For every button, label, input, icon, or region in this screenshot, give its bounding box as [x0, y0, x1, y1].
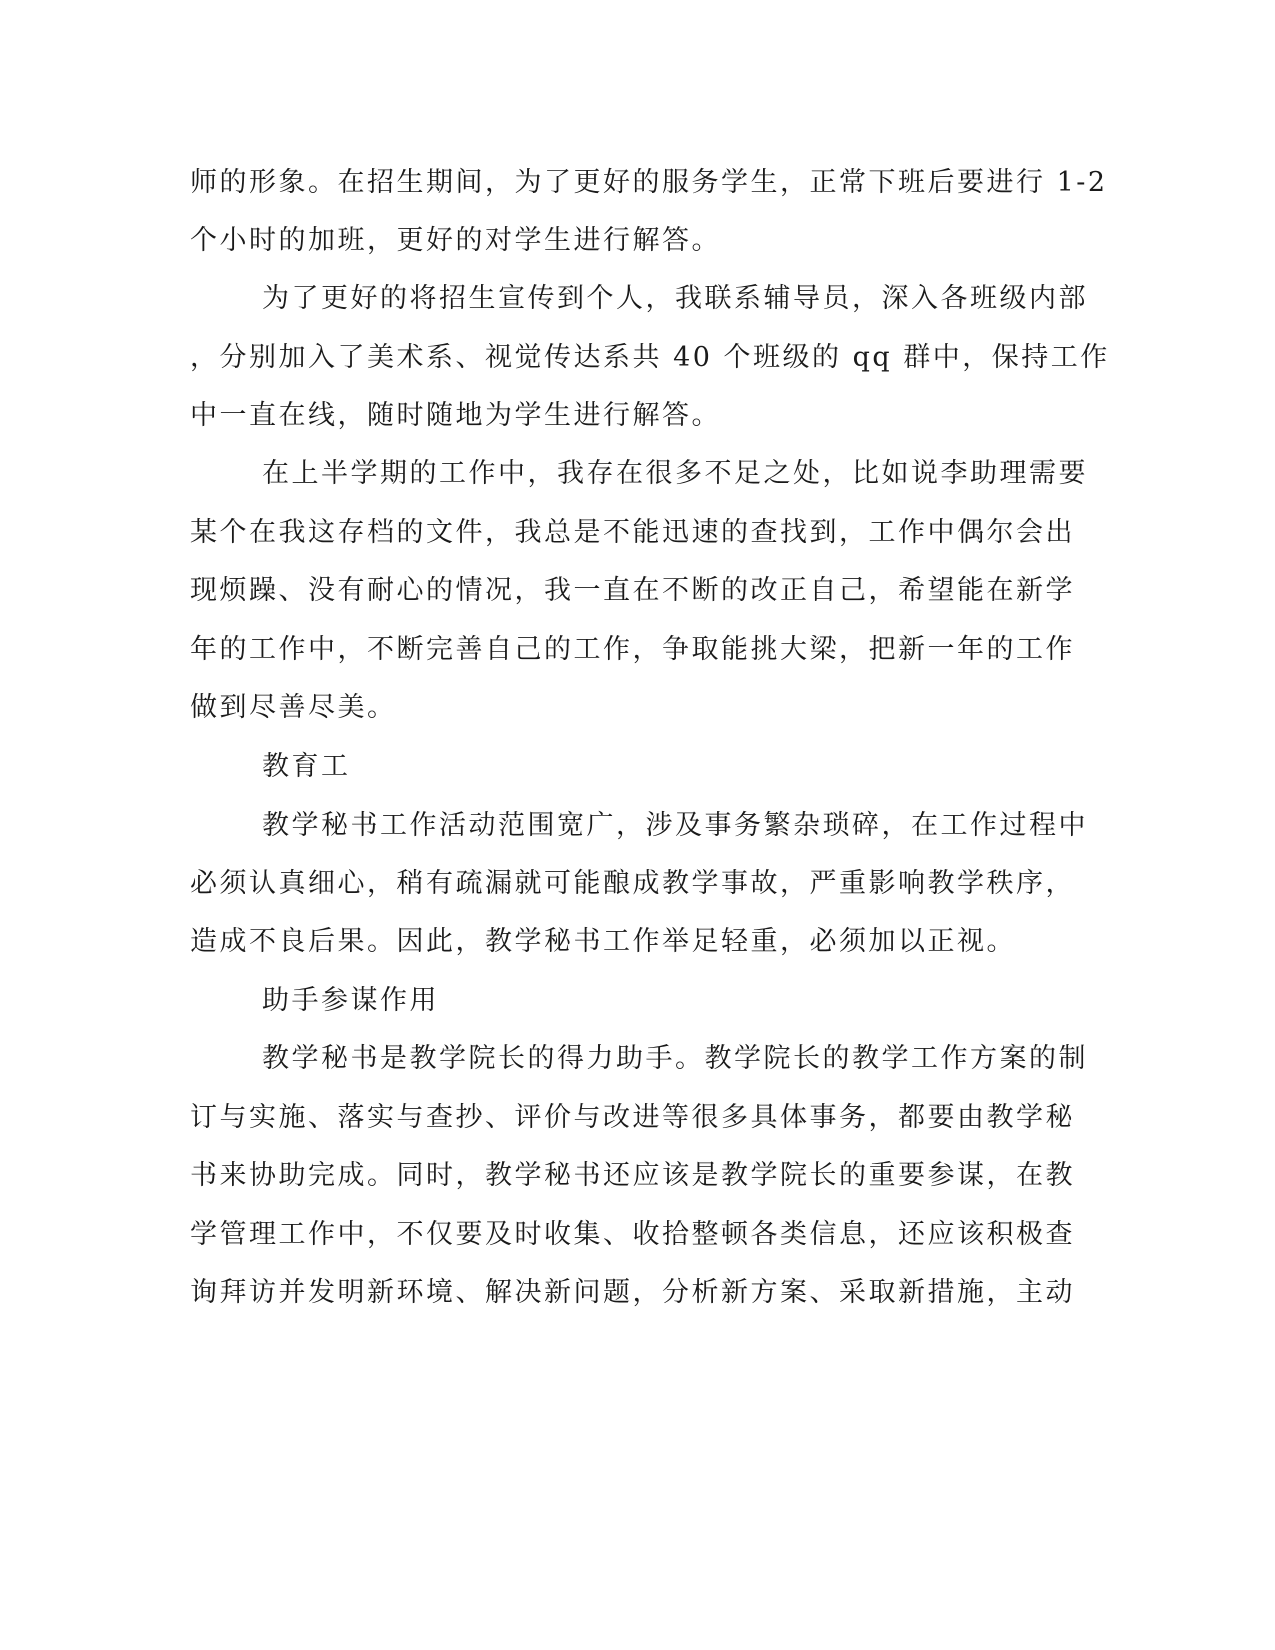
text-line: ，分别加入了美术系、视觉传达系共 40 个班级的 qq 群中，保持工作	[190, 342, 1110, 373]
paragraph-start-line: 为了更好的将招生宣传到个人，我联系辅导员，深入各班级内部	[262, 283, 1088, 314]
section-heading: 助手参谋作用	[262, 985, 439, 1016]
text-line: 书来协助完成。同时，教学秘书还应该是教学院长的重要参谋，在教	[190, 1160, 1075, 1191]
text-line: 必须认真细心，稍有疏漏就可能酿成教学事故，严重影响教学秩序，	[190, 868, 1075, 899]
paragraph-start-line: 教学秘书是教学院长的得力助手。教学院长的教学工作方案的制	[262, 1043, 1088, 1074]
text-line: 做到尽善尽美。	[190, 692, 397, 723]
section-heading: 教育工	[262, 751, 351, 782]
text-line: 师的形象。在招生期间，为了更好的服务学生，正常下班后要进行 1-2	[190, 167, 1108, 198]
paragraph-start-line: 教学秘书工作活动范围宽广，涉及事务繁杂琐碎，在工作过程中	[262, 810, 1088, 841]
text-line: 现烦躁、没有耐心的情况，我一直在不断的改正自己，希望能在新学	[190, 575, 1075, 606]
text-line: 询拜访并发明新环境、解决新问题，分析新方案、采取新措施，主动	[190, 1277, 1075, 1308]
text-line: 造成不良后果。因此，教学秘书工作举足轻重，必须加以正视。	[190, 926, 1016, 957]
paragraph-start-line: 在上半学期的工作中，我存在很多不足之处，比如说李助理需要	[262, 458, 1088, 489]
text-line: 某个在我这存档的文件，我总是不能迅速的查找到，工作中偶尔会出	[190, 517, 1075, 548]
text-line: 个小时的加班，更好的对学生进行解答。	[190, 225, 721, 256]
text-line: 中一直在线，随时随地为学生进行解答。	[190, 400, 721, 431]
text-line: 学管理工作中，不仅要及时收集、收拾整顿各类信息，还应该积极查	[190, 1219, 1075, 1250]
text-line: 年的工作中，不断完善自己的工作，争取能挑大梁，把新一年的工作	[190, 634, 1075, 665]
text-line: 订与实施、落实与查抄、评价与改进等很多具体事务，都要由教学秘	[190, 1102, 1075, 1133]
